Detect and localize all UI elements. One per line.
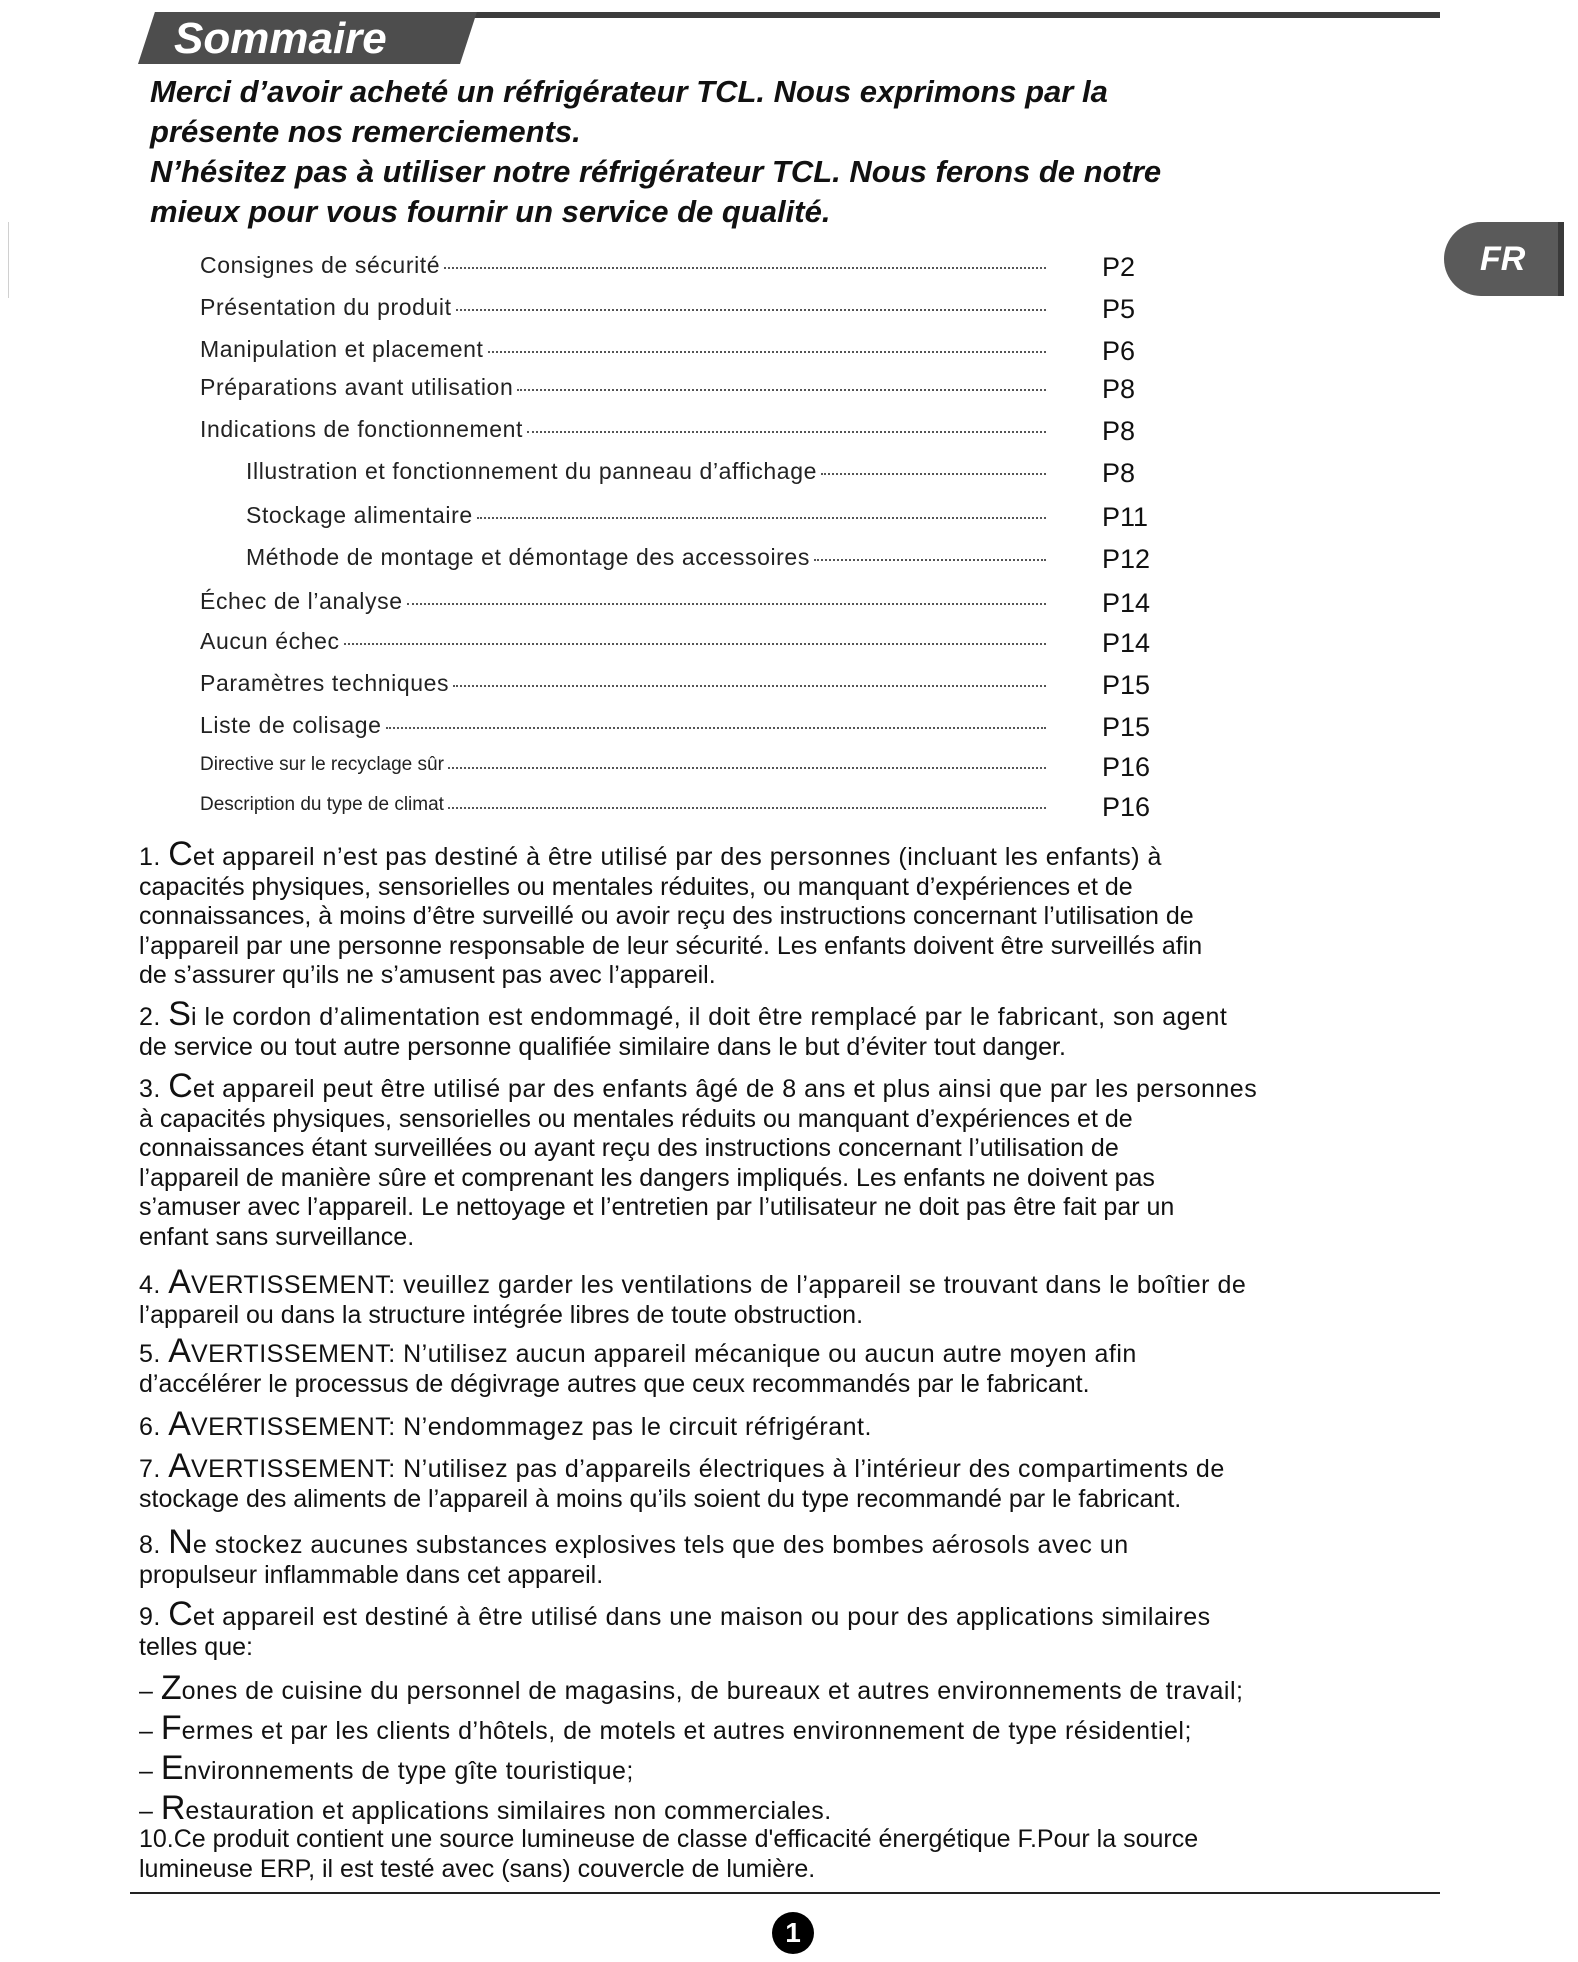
item-line: s’amuser avec l’appareil. Le nettoyage et l’entretien par l’utilisateur ne doit pas être fait par un [139,1193,1175,1221]
toc-page: P12 [1102,544,1151,574]
toc-entry [200,750,1160,780]
toc-page: P2 [1102,252,1136,282]
toc-page: P11 [1102,502,1149,532]
instruction-item [139,1595,1211,1662]
toc-label: Indications de fonctionnement [200,415,523,442]
item-first-line [139,1669,1244,1707]
item-initial: Z [160,1669,182,1707]
list-item [139,1669,1244,1707]
item-initial: N [168,1523,193,1561]
item-first-line [139,1709,1192,1747]
toc-page: P15 [1102,670,1151,700]
item-first-line [139,1789,832,1827]
toc-leader [386,727,1046,729]
toc-leader [477,517,1046,519]
toc-leader [517,389,1046,391]
item-line: à capacités physiques, sensorielles ou mentales réduits ou manquant d’expériences et de [139,1104,1133,1133]
toc-entry [200,790,1160,820]
item-number: 7. [139,1455,169,1483]
item-line: de s’assurer qu’ils ne s’amusent pas avec l’appareil. [139,961,716,989]
intro-line: Merci d’avoir acheté un réfrigérateur TCL. Nous exprimons par la [150,74,1108,109]
toc-label: Illustration et fonctionnement du panneau d’affichage [246,457,817,484]
item-line: l’appareil ou dans la structure intégrée libres de toute obstruction. [139,1300,864,1329]
toc-page: P15 [1102,712,1151,742]
item-lead: VERTISSEMENT: veuillez garder les ventilations de l’appareil se trouvant dans le boîtier de [190,1271,1247,1299]
item-initial: E [160,1749,184,1787]
item-lead: ones de cuisine du personnel de magasins, de bureaux et autres environnements de travail; [181,1677,1244,1705]
item-initial: C [168,835,193,873]
toc-label: Consignes de sécurité [200,251,441,278]
item-line: de service ou tout autre personne qualifiée similaire dans le but d’éviter tout danger. [139,1032,1066,1061]
item-line: telles que: [139,1632,253,1661]
toc-leader [821,473,1046,475]
toc-leader [448,807,1046,809]
toc-entry [200,710,1160,740]
item-number: 9. [139,1603,169,1631]
toc-page: P16 [1102,752,1151,782]
toc-label: Description du type de climat [200,794,444,815]
toc-leader [453,685,1046,687]
page-title: Sommaire [174,14,387,63]
item-first-line [139,1595,1211,1633]
toc-entry [200,626,1160,656]
item-initial: A [168,1263,191,1301]
page-number: 1 [772,1912,814,1954]
toc-entry [200,586,1160,616]
instruction-item [139,835,1203,991]
language-label: FR [1480,240,1526,278]
item-line: capacités physiques, sensorielles ou mentales réduites, ou manquant d’expériences et de [139,872,1133,901]
list-item [139,1789,832,1827]
item-lead: et appareil est destiné à être utilisé dans une maison ou pour des applications similaires [192,1603,1211,1631]
item-line: l’appareil de manière sûre et comprenant les dangers impliqués. Les enfants ne doivent pas [139,1163,1155,1192]
toc-label: Échec de l’analyse [200,587,403,614]
item-line: l’appareil par une personne responsable de leur sécurité. Les enfants doivent être surveillés afin [139,931,1203,960]
toc-label: Aucun échec [200,627,340,654]
toc-label: Directive sur le recyclage sûr [200,754,444,775]
item-initial: F [160,1709,182,1747]
toc-page: P5 [1102,294,1136,324]
toc-entry [200,334,1160,364]
item-first-line [139,1067,1258,1105]
item-number: 1. [139,843,169,871]
margin-line [8,222,9,298]
instruction-item [139,1523,1129,1590]
item-number: 4. [139,1271,169,1299]
toc-label: Présentation du produit [200,293,452,320]
item-bullet: – [139,1677,161,1705]
instruction-item [139,1825,1198,1884]
item-first-line [139,835,1202,873]
item-initial: C [168,1595,193,1633]
toc-label: Méthode de montage et démontage des accessoires [246,543,810,570]
item-first-line [139,995,1228,1033]
item-initial: A [168,1332,191,1370]
toc-entry [200,292,1160,322]
item-first-line [139,1749,634,1787]
intro-line: N’hésitez pas à utiliser notre réfrigérateur TCL. Nous ferons de notre [150,154,1162,189]
item-lead: estauration et applications similaires non commerciales. [185,1797,832,1825]
toc-label: Liste de colisage [200,711,382,738]
instruction-item [139,1067,1258,1252]
item-line: connaissances, à moins d’être surveillé ou avoir reçu des instructions concernant l’utilisation de [139,902,1194,930]
toc-page: P6 [1102,336,1136,366]
toc-page: P8 [1102,458,1136,488]
item-first-line [139,1405,872,1443]
item-lead: nvironnements de type gîte touristique; [183,1757,634,1785]
toc-page: P8 [1102,416,1136,446]
item-first-line [139,1332,1137,1370]
item-first-line [139,1263,1247,1301]
toc-label: Préparations avant utilisation [200,373,514,400]
item-lead: et appareil peut être utilisé par des enfants âgé de 8 ans et plus ainsi que par les personnes [192,1075,1258,1103]
intro-line: présente nos remerciements. [150,114,581,149]
toc-entry [200,456,1160,486]
intro-line: mieux pour vous fournir un service de qualité. [150,194,831,229]
toc-leader [456,309,1046,311]
instruction-item [139,1263,1247,1330]
list-item [139,1749,634,1787]
item-line: 10.Ce produit contient une source lumineuse de classe d'efficacité énergétique F.Pour la source [139,1825,1199,1853]
instruction-item [139,995,1228,1062]
toc-leader [527,431,1046,433]
item-initial: R [160,1789,186,1827]
item-bullet: – [139,1717,161,1745]
toc-leader [448,767,1046,769]
item-bullet: – [139,1757,161,1785]
item-lead: VERTISSEMENT: N’utilisez pas d’appareils électriques à l’intérieur des compartiments de [190,1455,1225,1483]
language-tab [1444,222,1564,296]
toc-label: Manipulation et placement [200,335,484,362]
item-lead: ermes et par les clients d’hôtels, de motels et autres environnement de type résidentiel; [181,1717,1192,1745]
item-line: stockage des aliments de l’appareil à moins qu’ils soient du type recommandé par le fabricant. [139,1484,1182,1513]
instruction-item [139,1405,872,1443]
toc-entry [200,668,1160,698]
item-lead: VERTISSEMENT: N’utilisez aucun appareil mécanique ou aucun autre moyen afin [190,1340,1137,1368]
list-item [139,1709,1192,1747]
item-first-line [139,1523,1129,1561]
item-lead: VERTISSEMENT: N’endommagez pas le circuit réfrigérant. [190,1413,872,1441]
toc-leader [344,643,1046,645]
toc-entry [200,414,1160,444]
item-initial: C [168,1067,193,1105]
toc-entry [200,542,1160,572]
item-initial: A [168,1447,191,1485]
toc-page: P14 [1102,588,1151,618]
item-number: 2. [139,1003,169,1031]
item-lead: et appareil n’est pas destiné à être utilisé par des personnes (incluant les enfants) à [192,843,1162,871]
instruction-item [139,1332,1137,1399]
language-tab-edge [1558,222,1564,296]
toc-entry [200,500,1160,530]
header-rule [430,12,1440,18]
footer-rule [130,1892,1440,1894]
instruction-item [139,1447,1225,1514]
toc-page: P14 [1102,628,1151,658]
toc-leader [407,603,1046,605]
item-line: propulseur inflammable dans cet appareil. [139,1560,604,1589]
toc-entry [200,372,1160,402]
item-number: 3. [139,1075,169,1103]
toc-leader [488,351,1047,353]
item-initial: S [168,995,191,1033]
item-line: enfant sans surveillance. [139,1222,415,1251]
item-lead: i le cordon d’alimentation est endommagé, il doit être remplacé par le fabricant, son agent [190,1003,1228,1031]
toc-label: Stockage alimentaire [246,501,473,528]
toc-page: P8 [1102,374,1136,404]
toc-leader [814,559,1046,561]
item-bullet: – [139,1797,161,1825]
item-number: 8. [139,1531,169,1559]
item-number: 6. [139,1413,169,1441]
toc-entry [200,250,1160,280]
item-line: d’accélérer le processus de dégivrage autres que ceux recommandés par le fabricant. [139,1369,1090,1398]
item-line: lumineuse ERP, il est testé avec (sans) couvercle de lumière. [139,1854,816,1883]
intro-text [150,72,1280,232]
item-initial: A [168,1405,191,1443]
item-lead: e stockez aucunes substances explosives tels que des bombes aérosols avec un [192,1531,1129,1559]
item-line: connaissances étant surveillées ou ayant reçu des instructions concernant l’utilisation de [139,1134,1119,1162]
toc-label: Paramètres techniques [200,669,450,696]
item-first-line [139,1447,1225,1485]
toc-page: P16 [1102,792,1151,822]
toc-leader [444,267,1046,269]
item-number: 5. [139,1340,169,1368]
